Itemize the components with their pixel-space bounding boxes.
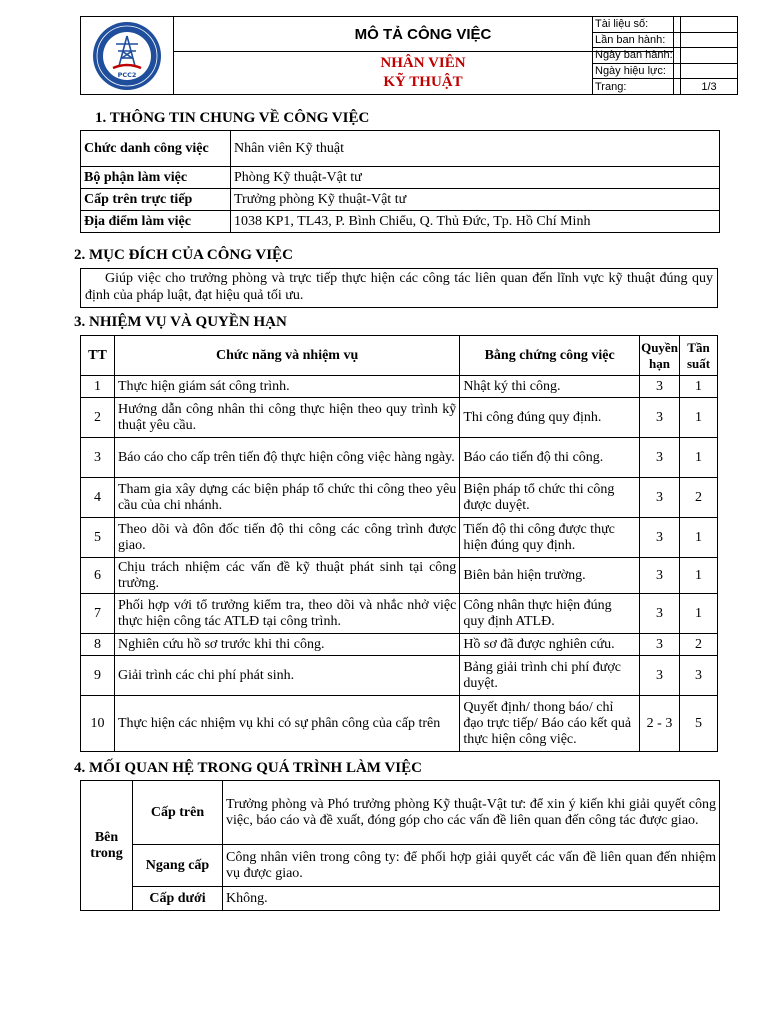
row-authority: 3 bbox=[640, 398, 680, 438]
row-evidence: Biên bản hiện trường. bbox=[460, 558, 640, 594]
relationship-level: Cấp trên bbox=[133, 781, 223, 845]
row-authority: 3 bbox=[640, 594, 680, 634]
meta-value bbox=[681, 17, 738, 33]
row-authority: 2 - 3 bbox=[640, 696, 680, 752]
row-task: Báo cáo cho cấp trên tiến độ thực hiện công việc hàng ngày. bbox=[114, 438, 459, 478]
pcc2-logo-icon bbox=[91, 20, 163, 92]
row-task: Giải trình các chi phí phát sinh. bbox=[114, 656, 459, 696]
meta-row bbox=[593, 79, 738, 95]
table-row bbox=[81, 438, 718, 478]
row-number: 4 bbox=[81, 478, 115, 518]
relationship-text: Không. bbox=[223, 887, 720, 911]
col-header-authority: Quyền hạn bbox=[640, 336, 680, 376]
row-authority: 3 bbox=[640, 478, 680, 518]
meta-label: Ngày hiệu lực: bbox=[593, 63, 681, 79]
relationship-text: Công nhân viên trong công ty: để phối hợp giải quyết các vấn đề liên quan đến nhiệm vụ được giao. bbox=[223, 845, 720, 887]
row-task: Thực hiện giám sát công trình. bbox=[114, 376, 459, 398]
row-evidence: Báo cáo tiến độ thi công. bbox=[460, 438, 640, 478]
row-frequency: 3 bbox=[680, 656, 718, 696]
row-number: 7 bbox=[81, 594, 115, 634]
relationship-row bbox=[81, 887, 720, 911]
duties-table bbox=[80, 335, 718, 752]
relationship-row bbox=[81, 781, 720, 845]
row-authority: 3 bbox=[640, 558, 680, 594]
relationship-group-label: Bên trong bbox=[81, 781, 133, 911]
row-evidence: Công nhân thực hiện đúng quy định ATLĐ. bbox=[460, 594, 640, 634]
section3-heading: 3. NHIỆM VỤ VÀ QUYỀN HẠN bbox=[74, 314, 287, 330]
table-row bbox=[81, 634, 718, 656]
col-header-evidence: Bằng chứng công việc bbox=[460, 336, 640, 376]
row-task: Phối hợp với tổ trưởng kiểm tra, theo dõi và nhắc nhở việc thực hiện công tác ATLĐ tại công trình. bbox=[114, 594, 459, 634]
section1-heading: 1. THÔNG TIN CHUNG VỀ CÔNG VIỆC bbox=[95, 110, 370, 126]
document-meta-table bbox=[592, 16, 738, 95]
duties-header-row bbox=[81, 336, 718, 376]
col-header-task: Chức năng và nhiệm vụ bbox=[114, 336, 459, 376]
meta-label: Tài liệu số: bbox=[593, 17, 681, 33]
row-frequency: 1 bbox=[680, 398, 718, 438]
company-logo bbox=[81, 17, 174, 94]
row-authority: 3 bbox=[640, 438, 680, 478]
info-value: Trưởng phòng Kỹ thuật-Vật tư bbox=[231, 189, 720, 211]
row-number: 3 bbox=[81, 438, 115, 478]
meta-row bbox=[593, 32, 738, 48]
relationship-level: Cấp dưới bbox=[133, 887, 223, 911]
row-evidence: Tiến độ thi công được thực hiện đúng quy định. bbox=[460, 518, 640, 558]
table-row bbox=[81, 398, 718, 438]
row-evidence: Biện pháp tổ chức thi công được duyệt. bbox=[460, 478, 640, 518]
meta-row bbox=[593, 17, 738, 33]
meta-label: Lần ban hành: bbox=[593, 32, 681, 48]
meta-label: Trang: bbox=[593, 79, 681, 95]
meta-row bbox=[593, 63, 738, 79]
row-number: 9 bbox=[81, 656, 115, 696]
row-authority: 3 bbox=[640, 376, 680, 398]
row-task: Theo dõi và đôn đốc tiến độ thi công các công trình được giao. bbox=[114, 518, 459, 558]
row-evidence: Hồ sơ đã được nghiên cứu. bbox=[460, 634, 640, 656]
relationships-table bbox=[80, 780, 720, 911]
row-authority: 3 bbox=[640, 518, 680, 558]
table-row bbox=[81, 696, 718, 752]
info-label: Bộ phận làm việc bbox=[81, 167, 231, 189]
row-frequency: 1 bbox=[680, 376, 718, 398]
row-task: Thực hiện các nhiệm vụ khi có sự phân công của cấp trên bbox=[114, 696, 459, 752]
svg-text:PCC2: PCC2 bbox=[117, 70, 137, 79]
table-row bbox=[81, 478, 718, 518]
meta-value: 1/3 bbox=[681, 79, 738, 95]
row-evidence: Thi công đúng quy định. bbox=[460, 398, 640, 438]
row-number: 2 bbox=[81, 398, 115, 438]
info-value: Phòng Kỹ thuật-Vật tư bbox=[231, 167, 720, 189]
table-row bbox=[81, 594, 718, 634]
row-evidence: Nhật ký thi công. bbox=[460, 376, 640, 398]
table-row bbox=[81, 656, 718, 696]
info-row bbox=[81, 211, 720, 233]
position-title-line1: NHÂN VIÊN bbox=[380, 55, 466, 71]
meta-value bbox=[681, 32, 738, 48]
row-number: 8 bbox=[81, 634, 115, 656]
row-task: Tham gia xây dựng các biện pháp tổ chức thi công theo yêu cầu của chi nhánh. bbox=[114, 478, 459, 518]
relationship-row bbox=[81, 845, 720, 887]
meta-value bbox=[681, 63, 738, 79]
row-authority: 3 bbox=[640, 656, 680, 696]
general-info-table bbox=[80, 130, 720, 233]
row-frequency: 1 bbox=[680, 558, 718, 594]
info-value: Nhân viên Kỹ thuật bbox=[231, 131, 720, 167]
row-frequency: 1 bbox=[680, 518, 718, 558]
row-number: 1 bbox=[81, 376, 115, 398]
col-header-frequency: Tần suất bbox=[680, 336, 718, 376]
row-number: 10 bbox=[81, 696, 115, 752]
section2-heading: 2. MỤC ĐÍCH CỦA CÔNG VIỆC bbox=[74, 247, 293, 263]
row-frequency: 5 bbox=[680, 696, 718, 752]
row-frequency: 2 bbox=[680, 634, 718, 656]
row-frequency: 1 bbox=[680, 438, 718, 478]
row-evidence: Quyết định/ thong báo/ chỉ đạo trực tiếp/ Báo cáo kết quả thực hiện công việc. bbox=[460, 696, 640, 752]
row-number: 5 bbox=[81, 518, 115, 558]
info-label: Địa điểm làm việc bbox=[81, 211, 231, 233]
info-row bbox=[81, 167, 720, 189]
info-value: 1038 KP1, TL43, P. Bình Chiểu, Q. Thủ Đức, Tp. Hồ Chí Minh bbox=[231, 211, 720, 233]
row-authority: 3 bbox=[640, 634, 680, 656]
document-title: MÔ TẢ CÔNG VIỆC bbox=[173, 17, 673, 52]
row-task: Nghiên cứu hồ sơ trước khi thi công. bbox=[114, 634, 459, 656]
row-evidence: Bảng giải trình chi phí được duyệt. bbox=[460, 656, 640, 696]
row-task: Chịu trách nhiệm các vấn đề kỹ thuật phát sinh tại công trường. bbox=[114, 558, 459, 594]
table-row bbox=[81, 558, 718, 594]
relationship-level: Ngang cấp bbox=[133, 845, 223, 887]
info-label: Chức danh công việc bbox=[81, 131, 231, 167]
table-row bbox=[81, 376, 718, 398]
meta-label: Ngày ban hành: bbox=[593, 48, 681, 64]
job-purpose-text: Giúp việc cho trưởng phòng và trực tiếp thực hiện các công tác liên quan đến lĩnh vực kỹ thuật đúng quy định của pháp luật, đạt hiệu quả tối ưu. bbox=[85, 271, 713, 303]
info-row bbox=[81, 189, 720, 211]
meta-row bbox=[593, 48, 738, 64]
info-label: Cấp trên trực tiếp bbox=[81, 189, 231, 211]
position-title-line2: KỸ THUẬT bbox=[383, 74, 463, 90]
relationship-text: Trưởng phòng và Phó trưởng phòng Kỹ thuật-Vật tư: để xin ý kiến khi giải quyết công việc, báo cáo và đề xuất, đóng góp cho các vấn đề liên quan đến công tác được giao. bbox=[223, 781, 720, 845]
col-header-tt: TT bbox=[81, 336, 115, 376]
row-frequency: 2 bbox=[680, 478, 718, 518]
job-purpose-box bbox=[80, 268, 718, 308]
table-row bbox=[81, 518, 718, 558]
row-number: 6 bbox=[81, 558, 115, 594]
row-frequency: 1 bbox=[680, 594, 718, 634]
info-row bbox=[81, 131, 720, 167]
row-task: Hướng dẫn công nhân thi công thực hiện theo quy trình kỹ thuật yêu cầu. bbox=[114, 398, 459, 438]
section4-heading: 4. MỐI QUAN HỆ TRONG QUÁ TRÌNH LÀM VIỆC bbox=[74, 760, 422, 776]
meta-value bbox=[681, 48, 738, 64]
